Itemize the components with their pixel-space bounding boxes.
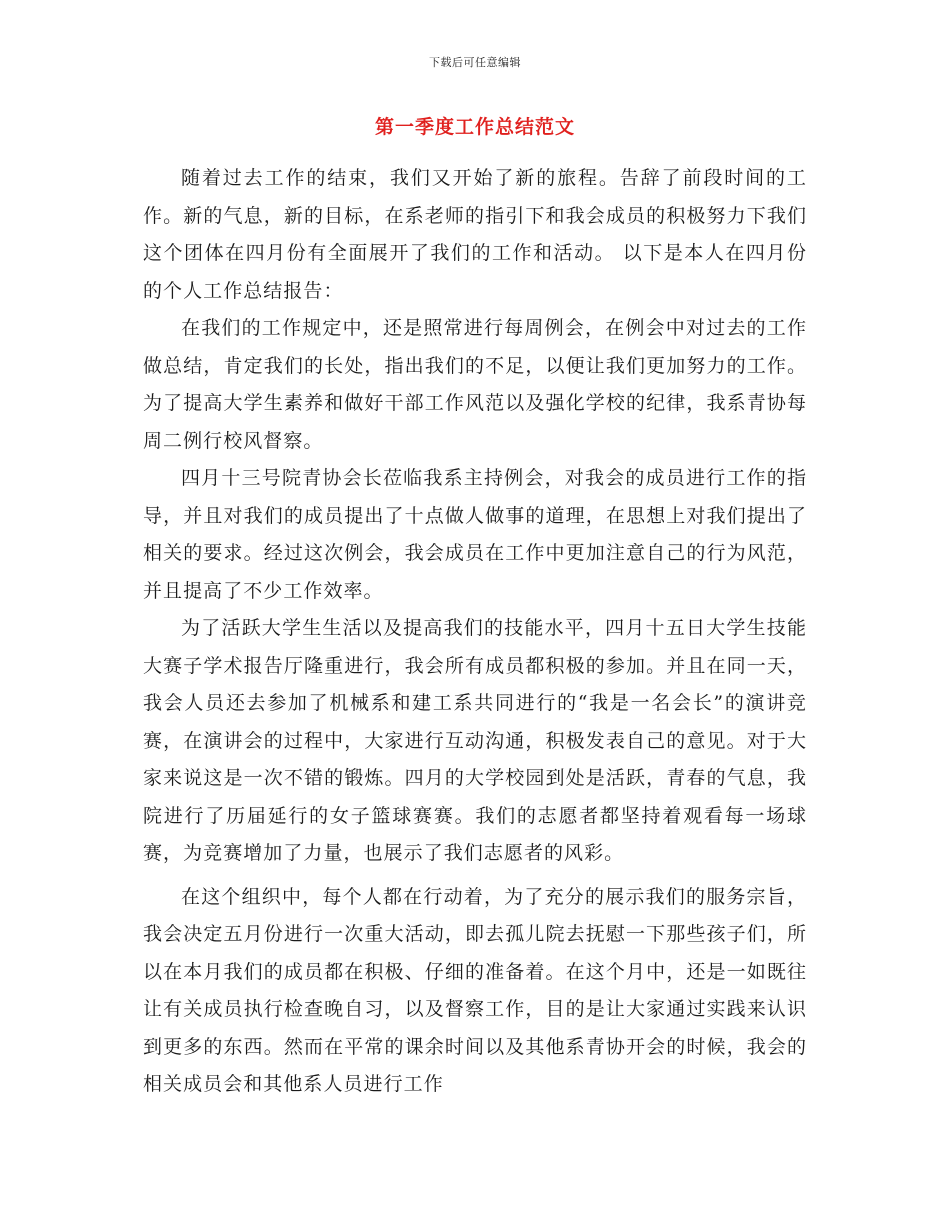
- paragraph-3: 四月十三号院青协会长莅临我系主持例会，对我会的成员进行工作的指导，并且对我们的成员提出了十点做人做事的道理，在思想上对我们提出了相关的要求。经过这次例会，我会成员在工作中更加注意自己的行为风范，并且提高了不少工作效率。: [143, 467, 807, 602]
- paragraph-5: 在这个组织中，每个人都在行动着，为了充分的展示我们的服务宗旨，我会决定五月份进行一次重大活动，即去孤儿院去抚慰一下那些孩子们，所以在本月我们的成员都在积极、仔细的准备着。在这个月中，还是一如既往让有关成员执行检查晚自习，以及督察工作，目的是让大家通过实践来认识到更多的东西。然而在平常的课余时间以及其他系青协开会的时候，我会的相关成员会和其他系人员进行工作: [143, 885, 807, 1095]
- document-body: [143, 160, 807, 1104]
- paragraph-1: 随着过去工作的结束，我们又开始了新的旅程。告辞了前段时间的工作。新的气息，新的目标，在系老师的指引下和我会成员的积极努力下我们这个团体在四月份有全面展开了我们的工作和活动。 以下是本人在四月份的个人工作总结报告：: [143, 167, 807, 302]
- paragraph-2: 在我们的工作规定中，还是照常进行每周例会，在例会中对过去的工作做总结，肯定我们的长处，指出我们的不足，以便让我们更加努力的工作。为了提高大学生素养和做好干部工作风范以及强化学校的纪律，我系青协每周二例行校风督察。: [143, 317, 807, 452]
- header-note: 下载后可任意编辑: [429, 56, 521, 69]
- paragraph-4: 为了活跃大学生生活以及提高我们的技能水平，四月十五日大学生技能大赛子学术报告厅隆重进行，我会所有成员都积极的参加。并且在同一天，我会人员还去参加了机械系和建工系共同进行的“我是一名会长”的演讲竞赛，在演讲会的过程中，大家进行互动沟通，积极发表自己的意见。对于大家来说这是一次不错的锻炼。四月的大学校园到处是活跃，青春的气息，我院进行了历届延行的女子篮球赛赛。我们的志愿者都坚持着观看每一场球赛，为竞赛增加了力量，也展示了我们志愿者的风彩。: [143, 617, 807, 864]
- document-title: 第一季度工作总结范文: [374, 116, 575, 138]
